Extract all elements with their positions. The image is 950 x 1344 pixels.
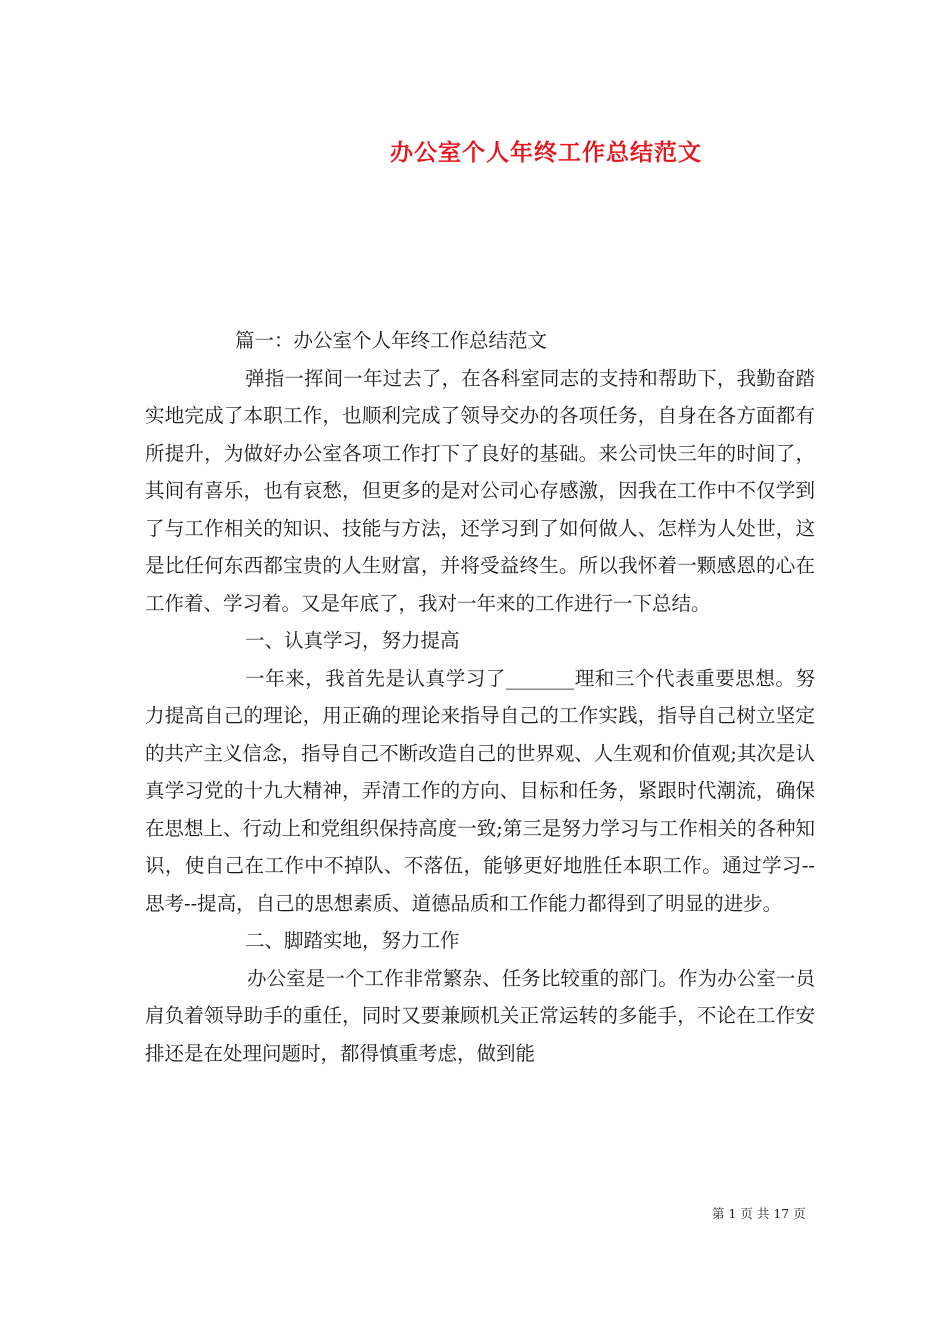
page-number: 第 1 页 共 17 页 (712, 1206, 806, 1221)
section-heading: 一、认真学习，努力提高 (245, 629, 460, 652)
section-heading: 二、脚踏实地，努力工作 (245, 929, 460, 952)
document-title: 办公室个人年终工作总结范文 (390, 139, 702, 166)
body-paragraph: 弹指一挥间一年过去了，在各科室同志的支持和帮助下，我勤奋踏实地完成了本职工作，也顺利完成了领导交办的各项任务，自身在各方面都有所提升，为做好办公室各项工作打下了良好的基础。来公司快三年的时间了，其间有喜乐，也有哀愁，但更多的是对公司心存感激，因我在工作中不仅学到了与工作相关的知识、技能与方法，还学习到了如何做人、怎样为人处世，这是比任何东西都宝贵的人生财富，并将受益终生。所以我怀着一颗感恩的心在工作着、学习着。又是年底了，我对一年来的工作进行一下总结。 (145, 366, 815, 615)
section-heading: 篇一：办公室个人年终工作总结范文 (235, 329, 548, 352)
body-paragraph: 一年来，我首先是认真学习了_______理和三个代表重要思想。努力提高自己的理论，用正确的理论来指导自己的工作实践，指导自己树立坚定的共产主义信念，指导自己不断改造自己的世界观、人生观和价值观;其次是认真学习党的十九大精神，弄清工作的方向、目标和任务，紧跟时代潮流，确保在思想上、行动上和党组织保持高度一致;第三是努力学习与工作相关的各种知识，使自己在工作中不掉队、不落伍，能够更好地胜任本职工作。通过学习--思考--提高，自己的思想素质、道德品质和工作能力都得到了明显的进步。 (145, 666, 815, 915)
body-paragraph: 办公室是一个工作非常繁杂、任务比较重的部门。作为办公室一员肩负着领导助手的重任，同时又要兼顾机关正常运转的多能手，不论在工作安排还是在处理问题时，都得慎重考虑，做到能 (145, 966, 815, 1065)
document-body (145, 322, 815, 1072)
